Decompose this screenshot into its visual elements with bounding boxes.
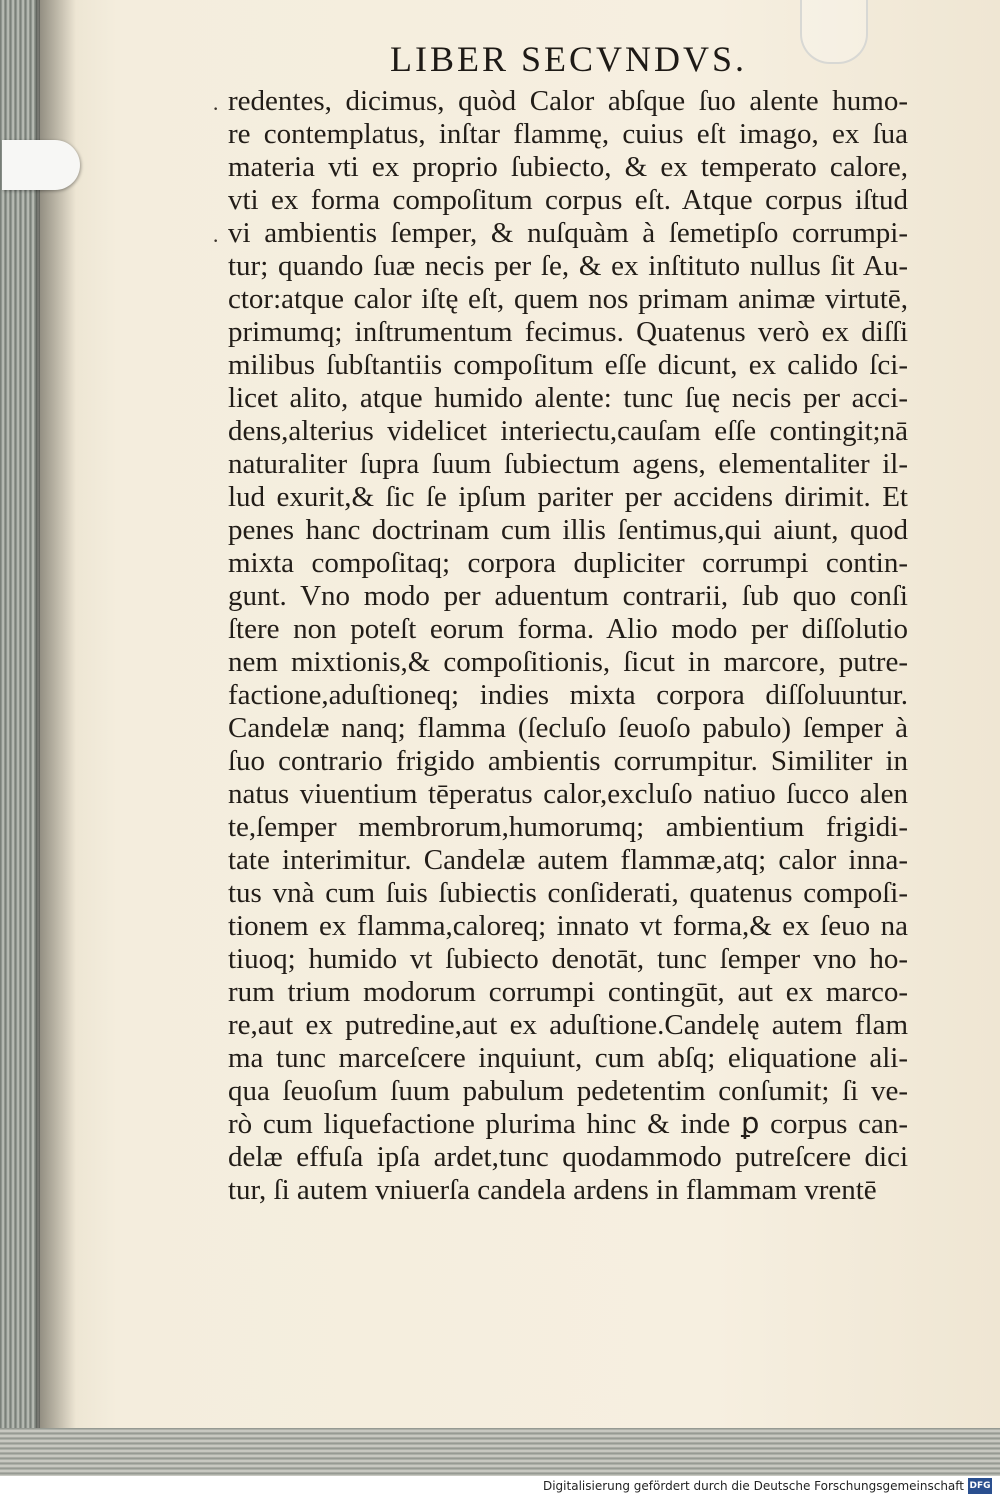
text-line: milibus ſubſtantiis compoſitum eſſe dicunt, ex calido ſci- (228, 349, 908, 381)
text-line: natus viuentium tēperatus calor,excluſo natiuo ſucco alen (228, 778, 908, 810)
funding-credit: Digitalisierung gefördert durch die Deutsche Forschungsgemeinschaft (542, 1479, 964, 1493)
text-line: re contemplatus, inſtar flammę, cuius eſt imago, ex ſua (228, 118, 908, 150)
text-line: nem mixtionis,& compoſitionis, ſicut in marcore, putre- (228, 646, 908, 678)
text-line: tionem ex flamma,caloreq; innato vt forma,& ex ſeuo na (228, 910, 908, 942)
text-line: rò cum liquefactione plurima hinc & inde ꝑ corpus can- (228, 1108, 908, 1140)
text-line: tus vnà cum ſuis ſubiectis conſiderati, quatenus compoſi- (228, 877, 908, 909)
text-line: factione,aduſtioneq; indies mixta corpora diſſoluuntur. (228, 679, 908, 711)
gutter-shadow (36, 0, 76, 1476)
text-line: rum trium modorum corrumpi contingūt, aut ex marco- (228, 976, 908, 1008)
text-line: tur; quando ſuæ necis per ſe, & ex inſtituto nullus ſit Au- (228, 250, 908, 282)
page-clip (800, 0, 868, 64)
text-line: materia vti ex proprio ſubiecto, & ex temperato calore, (228, 151, 908, 183)
text-line: vti ex forma compoſitum corpus eſt. Atque corpus iſtud (228, 184, 908, 216)
bookmark-tab (2, 140, 80, 190)
text-line: lud exurit,& ſic ſe ipſum pariter per accidens dirimit. Et (228, 481, 908, 513)
text-line: Candelæ nanq; flamma (ſecluſo ſeuoſo pabulo) ſemper à (228, 712, 908, 744)
text-line: ma tunc marceſcere inquiunt, cum abſq; eliquatione ali- (228, 1042, 908, 1074)
text-line: licet alito, atque humido alente: tunc ſuę necis per acci- (228, 382, 908, 414)
footer-bar (0, 1476, 1000, 1498)
text-line: penes hanc doctrinam cum illis ſentimus,qui aiunt, quod (228, 514, 908, 546)
body-text (228, 85, 908, 1207)
book-bottom-edge (0, 1428, 1000, 1476)
running-title: LIBER SECVNDVS. (390, 39, 748, 79)
text-line: delæ effuſa ipſa ardet,tunc quodammodo putreſcere dici (228, 1141, 908, 1173)
margin-mark: · (212, 228, 220, 253)
text-line: tiuoq; humido vt ſubiecto denotāt, tunc ſemper vno ho- (228, 943, 908, 975)
margin-mark: · (212, 96, 220, 121)
text-line: vi ambientis ſemper, & nuſquàm à ſemetipſo corrumpi- (228, 217, 908, 249)
dfg-logo: DFG (968, 1478, 992, 1494)
book-page-edges (0, 0, 40, 1476)
text-line: ctor:atque calor iſtę eſt, quem nos primam animæ virtutē, (228, 283, 908, 315)
text-line: naturaliter ſupra ſuum ſubiectum agens, elementaliter il- (228, 448, 908, 480)
text-line: primumq; inſtrumentum fecimus. Quatenus verò ex diſſi (228, 316, 908, 348)
text-line: te,ſemper membrorum,humorumq; ambientium frigidi- (228, 811, 908, 843)
text-line: re,aut ex putredine,aut ex aduſtione.Candelę autem flam (228, 1009, 908, 1041)
text-line: tate interimitur. Candelæ autem flammæ,atq; calor inna- (228, 844, 908, 876)
text-line: qua ſeuoſum ſuum pabulum pedetentim conſumit; ſi ve- (228, 1075, 908, 1107)
text-line: mixta compoſitaq; corpora dupliciter corrumpi contin- (228, 547, 908, 579)
text-line: ſuo contrario frigido ambientis corrumpitur. Similiter in (228, 745, 908, 777)
text-line: gunt. Vno modo per aduentum contrarii, ſub quo conſi (228, 580, 908, 612)
text-line: ſtere non poteſt eorum forma. Alio modo per diſſolutio (228, 613, 908, 645)
text-line: dens,alterius videlicet interiectu,cauſam eſſe contingit;nā (228, 415, 908, 447)
text-line: redentes, dicimus, quòd Calor abſque ſuo alente humo- (228, 85, 908, 117)
text-line: tur, ſi autem vniuerſa candela ardens in flammam vrentē (228, 1174, 877, 1206)
